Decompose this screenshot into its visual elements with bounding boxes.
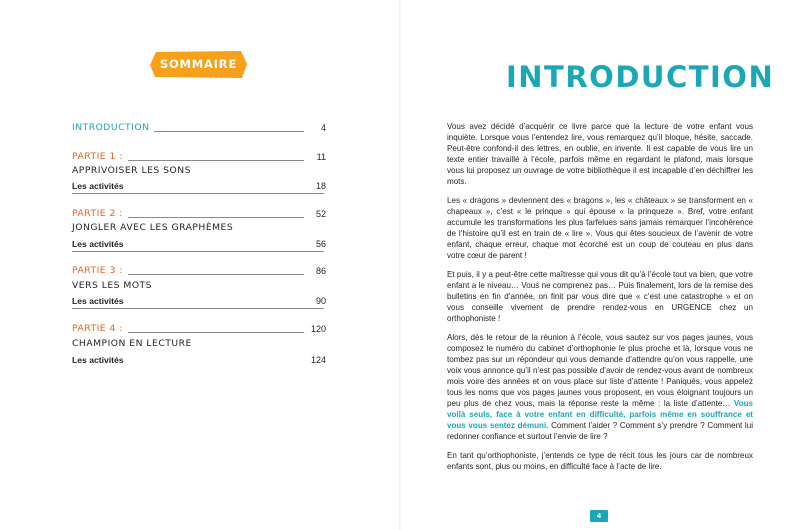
toc-entry-partie-3[interactable] [72,264,324,278]
toc-title: INTRODUCTION [72,121,152,135]
paragraph: Alors, dès le retour de la réunion à l’école, vous sautez sur vos pages jaunes, vous composez le numéro du cabinet d’orthophonie le plus proche et là, lorsque vous ne tombez pas sur un répondeur qui vous demande d’attendre qu’on vous rappelle, une voix vous annonce qu’il n’est pas possible d’avoir de rendez-vous avant de nombreux mois voire des années et on vous place sur liste d’attente ! Paniqués, vous appelez tous les noms que vos pages jaunes vous proposent, en vous éloignant toujours un peu plus de chez vous, mais la réponse reste la même : la liste d’attente… Vous voilà seuls, face à votre enfant en difficulté, parfois même en souffrance et vous vous sentez démuni. Comment l’aider ? Comment s’y prendre ? Comment lui redonner confiance et surtout l’envie de lire ? [447,333,753,441]
paragraph: En tant qu’orthophoniste, j’entends ce type de récit tous les jours car de nombreux enfants sont, plus ou moins, en difficulté face à l’acte de lire. [447,451,753,471]
toc-partie-label: PARTIE 4 : [72,322,126,336]
toc-leader-line [128,274,304,275]
paragraph: Les « dragons » deviennent des « bragons », les « châteaux » se transforment en « chapeaux », c’est « le prinque » qui épouse « la prinqueze ». Bref, votre enfant accumule les transformations les plus farfelues sans jamais remarquer l’incohérence de l’histoire qu’il est en train de « lire ». Vous qui êtes soucieux de l’avenir de votre enfant, chaque erreur, chaque mot écorché est un coup de couteau en plus dans votre cœur de parent ! [447,196,753,260]
toc-entry-introduction[interactable] [72,121,324,135]
toc-entry-partie-1[interactable] [72,150,324,164]
paragraph: Et puis, il y a peut-être cette maîtresse qui vous dit qu’à l’école tout va bien, que votre enfant a le niveau… Vous ne comprenez pas… Puis finalement, lors de la remise des bulletins en fin d’année, on finit par vous dire que « c’est une catastrophe » et on vous conseille vivement de prendre rendez-vous en URGENCE chez un orthophoniste ! [447,270,753,323]
toc-chapter-title: CHAMPION EN LECTURE [72,337,324,351]
toc-page-number: 4 [320,123,326,133]
toc-chapter-title: APPRIVOISER LES SONS [72,164,324,178]
toc-leader-line [128,217,304,218]
toc-page-number: 124 [310,355,326,365]
highlighted-text: Vous voilà seuls, face à votre enfant en difficulté, parfois même en souffrance et vous vous sentez démuni. [447,399,753,430]
toc-page-number: 120 [310,324,326,334]
toc-page-number: 86 [315,266,326,276]
toc-chapter-title: JONGLER AVEC LES GRAPHÈMES [72,221,324,235]
toc-page-number: 90 [315,296,326,306]
toc-page-number: 18 [315,181,326,191]
toc-activities-label: Les activités [72,294,127,308]
page-number: 4 [596,511,602,520]
toc-page-number: 56 [315,239,326,249]
toc-activities-partie-3[interactable] [72,294,324,308]
toc-partie-label: PARTIE 2 : [72,207,126,221]
paragraph: Vous avez décidé d’acquérir ce livre parce que la lecture de votre enfant vous inquiète. Lorsque vous l’entendez lire, vous remarquez qu’il bloque, hésite, saccade. Peut-être confond-il des lettres, en oublie, en invente. Il est capable de vous lire un texte entier travaillé à l’école, parfois même en regardant le plafond, mais lorsque vous lui proposez un ouvrage de votre bibliothèque il est incapable d’en déchiffrer les mots. [447,122,753,186]
toc-divider [72,308,324,309]
page-number-badge [590,510,608,522]
toc-activities-partie-4[interactable] [72,353,324,367]
toc-divider [72,193,324,194]
toc-activities-partie-2[interactable] [72,237,324,251]
body-text [447,121,753,480]
page-title: INTRODUCTION [506,60,775,94]
sommaire-label: SOMMAIRE [159,57,238,71]
toc-entry-partie-2[interactable] [72,207,324,221]
toc-activities-label: Les activités [72,237,127,251]
toc-leader-line [154,131,304,132]
toc-partie-label: PARTIE 3 : [72,264,126,278]
toc-leader-line [128,160,304,161]
toc-divider [72,251,324,252]
toc-activities-label: Les activités [72,353,127,367]
toc-leader-line [128,332,304,333]
toc-page-number: 11 [316,152,326,162]
toc-entry-partie-4[interactable] [72,322,324,336]
toc-activities-label: Les activités [72,179,127,193]
right-page [400,0,800,530]
toc-chapter-title: VERS LES MOTS [72,279,324,293]
toc-page-number: 52 [315,209,326,219]
sommaire-badge [150,51,247,78]
toc-activities-partie-1[interactable] [72,179,324,193]
toc-partie-label: PARTIE 1 : [72,150,126,164]
